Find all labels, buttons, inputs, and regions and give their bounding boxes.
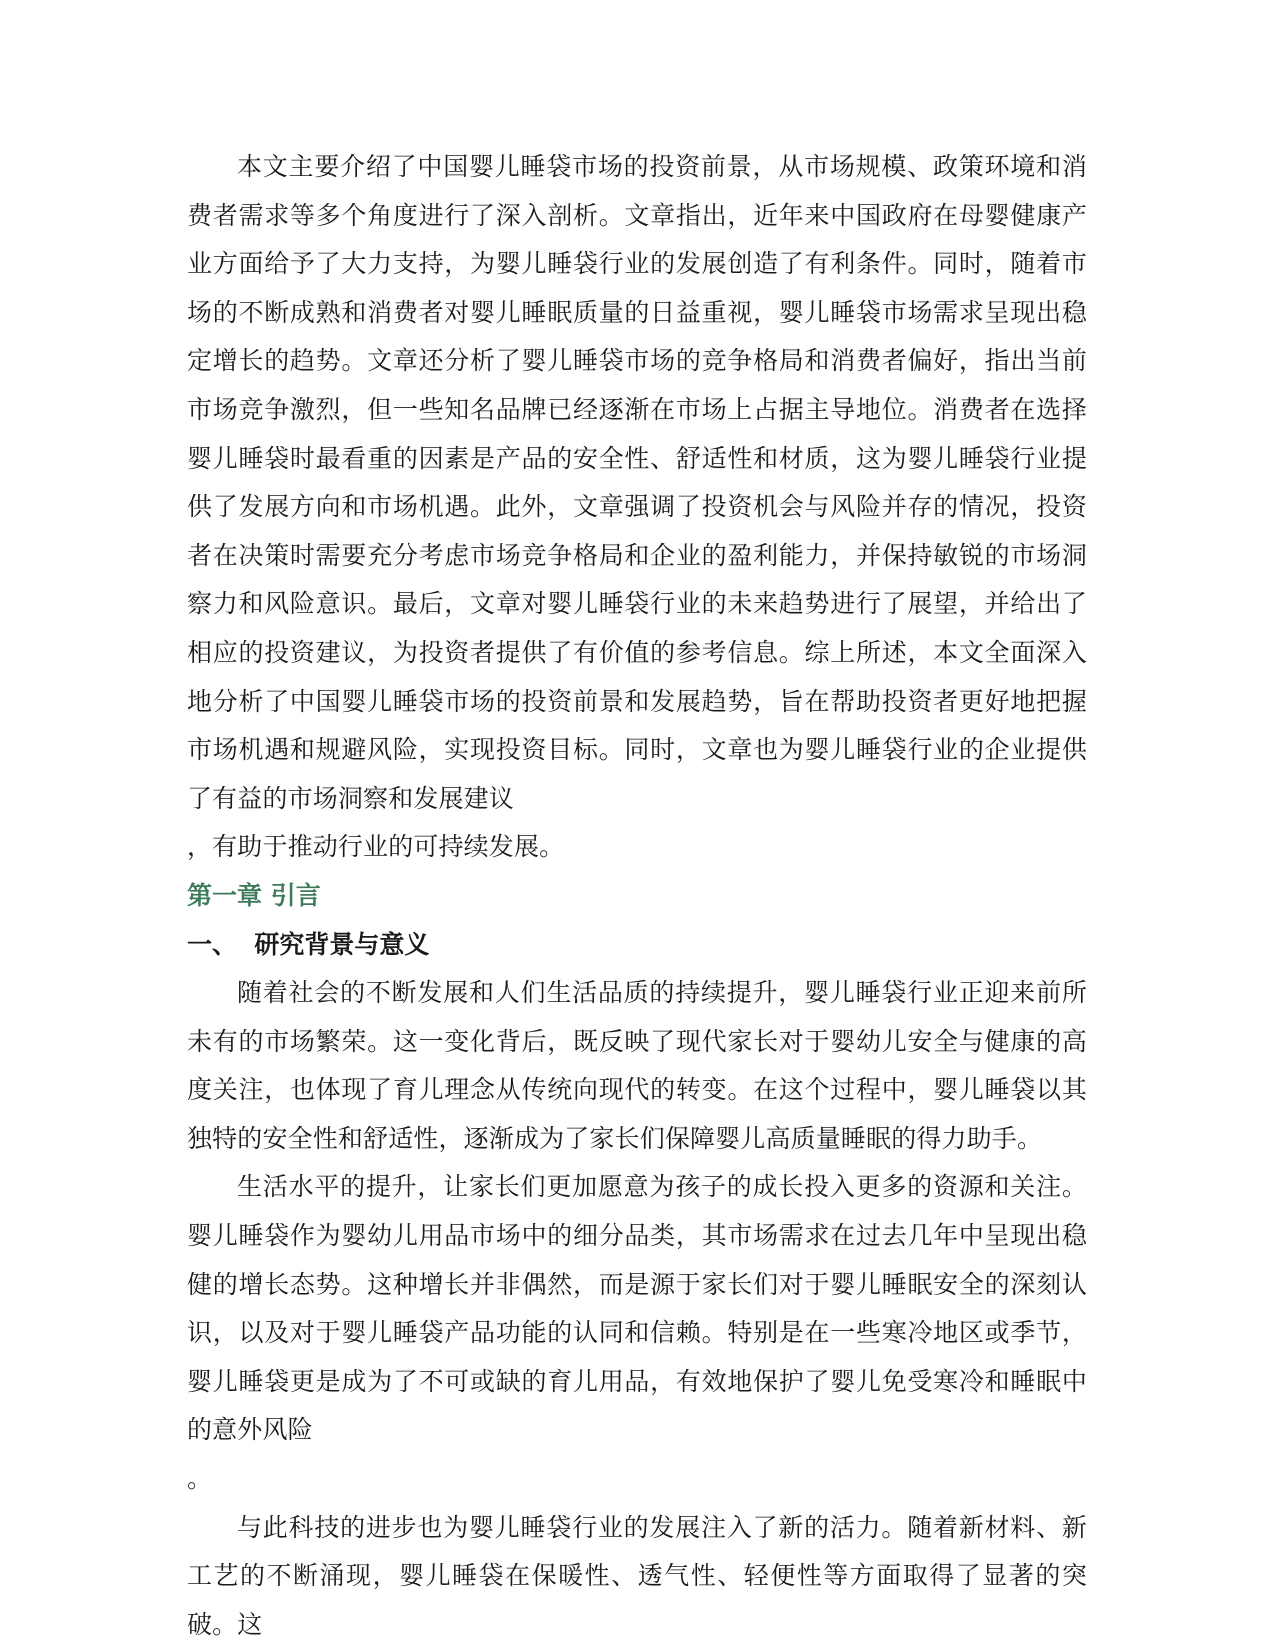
document-page: [187, 143, 1087, 1649]
abstract-paragraph: 本文主要介绍了中国婴儿睡袋市场的投资前景，从市场规模、政策环境和消费者需求等多个角度进行了深入剖析。文章指出，近年来中国政府在母婴健康产业方面给予了大力支持，为婴儿睡袋行业的发展创造了有利条件。同时，随着市场的不断成熟和消费者对婴儿睡眠质量的日益重视，婴儿睡袋市场需求呈现出稳定增长的趋势。文章还分析了婴儿睡袋市场的竞争格局和消费者偏好，指出当前市场竞争激烈，但一些知名品牌已经逐渐在市场上占据主导地位。消费者在选择婴儿睡袋时最看重的因素是产品的安全性、舒适性和材质，这为婴儿睡袋行业提供了发展方向和市场机遇。此外，文章强调了投资机会与风险并存的情况，投资者在决策时需要充分考虑市场竞争格局和企业的盈利能力，并保持敏锐的市场洞察力和风险意识。最后，文章对婴儿睡袋行业的未来趋势进行了展望，并给出了相应的投资建议，为投资者提供了有价值的参考信息。综上所述，本文全面深入地分析了中国婴儿睡袋市场的投资前景和发展趋势，旨在帮助投资者更好地把握市场机遇和规避风险，实现投资目标。同时，文章也为婴儿睡袋行业的企业提供了有益的市场洞察和发展建议: [187, 152, 1087, 813]
body-paragraph-1: 随着社会的不断发展和人们生活品质的持续提升，婴儿睡袋行业正迎来前所未有的市场繁荣。这一变化背后，既反映了现代家长对于婴幼儿安全与健康的高度关注，也体现了育儿理念从传统向现代的转变。在这个过程中，婴儿睡袋以其独特的安全性和舒适性，逐渐成为了家长们保障婴儿高质量睡眠的得力助手。: [187, 978, 1087, 1153]
body-paragraph-3: 与此科技的进步也为婴儿睡袋行业的发展注入了新的活力。随着新材料、新工艺的不断涌现，婴儿睡袋在保暖性、透气性、轻便性等方面取得了显著的突破。这: [187, 1512, 1087, 1639]
body-paragraph-2-tail: 。: [187, 1464, 213, 1494]
chapter-title[interactable]: 第一章 引言: [187, 880, 321, 910]
body-paragraph-2: 生活水平的提升，让家长们更加愿意为孩子的成长投入更多的资源和关注。婴儿睡袋作为婴幼儿用品市场中的细分品类，其市场需求在过去几年中呈现出稳健的增长态势。这种增长并非偶然，而是源于家长们对于婴儿睡眠安全的深刻认识，以及对于婴儿睡袋产品功能的认同和信赖。特别是在一些寒冷地区或季节，婴儿睡袋更是成为了不可或缺的育儿用品，有效地保护了婴儿免受寒冷和睡眠中的意外风险: [187, 1172, 1087, 1445]
section-title: 一、 研究背景与意义: [187, 929, 430, 959]
abstract-paragraph-tail: ，有助于推动行业的可持续发展。: [187, 832, 565, 862]
